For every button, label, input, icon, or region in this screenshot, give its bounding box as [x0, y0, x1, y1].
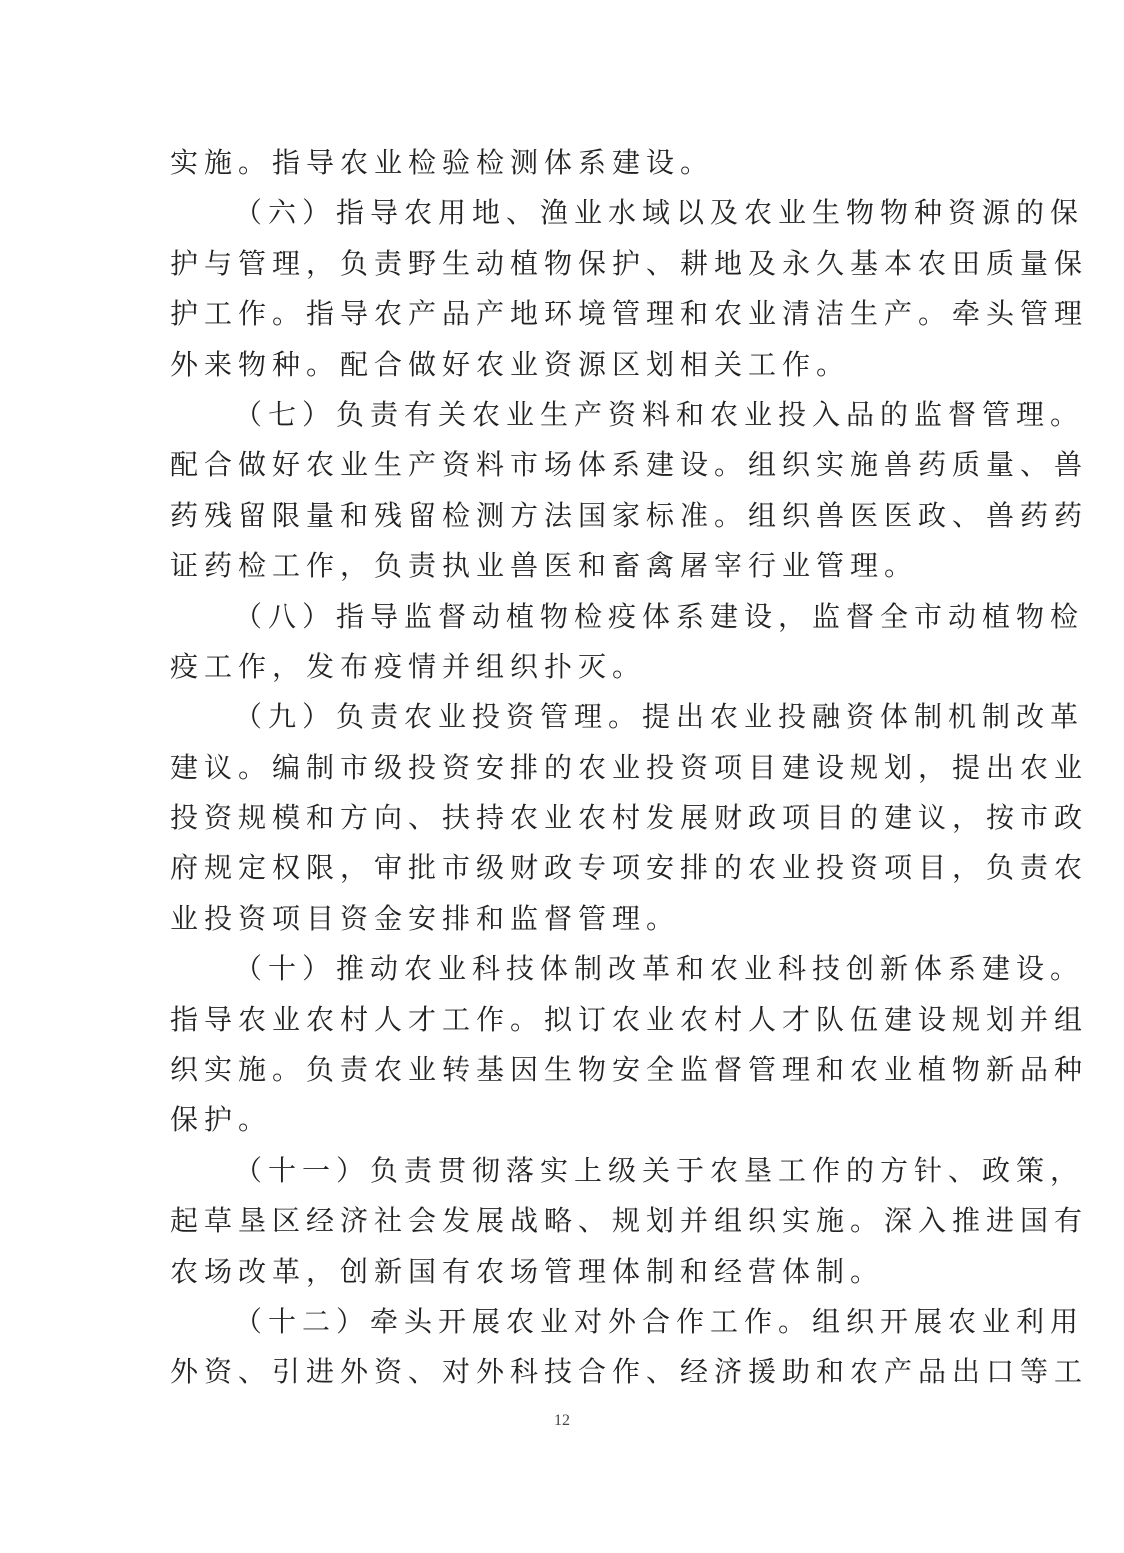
text-line: 疫工作，发布疫情并组织扑灭。 — [170, 649, 647, 683]
text-line: 建议。编制市级投资安排的农业投资项目建设规划，提出农业 — [170, 750, 1089, 784]
text-line: 配合做好农业生产资料市场体系建设。组织实施兽药质量、兽 — [170, 448, 1089, 482]
text-line: 护与管理，负责野生动植物保护、耕地及永久基本农田质量保 — [170, 246, 1089, 280]
page-number: 12 — [554, 1412, 570, 1429]
text-line: 起草垦区经济社会发展战略、规划并组织实施。深入推进国有 — [170, 1204, 1089, 1238]
text-line: 证药检工作，负责执业兽医和畜禽屠宰行业管理。 — [170, 549, 919, 583]
paragraph-eight-line: （八）指导监督动植物检疫体系建设，监督全市动植物检 — [234, 599, 1085, 633]
paragraph-twelve-line: （十二）牵头开展农业对外合作工作。组织开展农业利用 — [234, 1304, 1085, 1338]
text-line: 府规定权限，审批市级财政专项安排的农业投资项目，负责农 — [170, 851, 1089, 885]
paragraph-ten-line: （十）推动农业科技体制改革和农业科技创新体系建设。 — [234, 952, 1085, 986]
paragraph-nine-line: （九）负责农业投资管理。提出农业投融资体制机制改革 — [234, 700, 1085, 734]
text-line: 药残留限量和残留检测方法国家标准。组织兽医医政、兽药药 — [170, 498, 1089, 532]
text-line: 外来物种。配合做好农业资源区划相关工作。 — [170, 347, 851, 381]
text-line: 外资、引进外资、对外科技合作、经济援助和农产品出口等工 — [170, 1355, 1089, 1389]
text-line: 农场改革，创新国有农场管理体制和经营体制。 — [170, 1254, 885, 1288]
paragraph-eleven-line: （十一）负责贯彻落实上级关于农垦工作的方针、政策， — [234, 1153, 1085, 1187]
text-line: 实施。指导农业检验检测体系建设。 — [170, 146, 715, 179]
text-line: 指导农业农村人才工作。拟订农业农村人才队伍建设规划并组 — [170, 1002, 1089, 1036]
paragraph-seven-line: （七）负责有关农业生产资料和农业投入品的监督管理。 — [234, 397, 1085, 431]
text-line: 业投资项目资金安排和监督管理。 — [170, 901, 681, 935]
text-line: 护工作。指导农产品产地环境管理和农业清洁生产。牵头管理 — [170, 297, 1089, 331]
text-line: 保护。 — [170, 1103, 273, 1137]
text-line: 投资规模和方向、扶持农业农村发展财政项目的建议，按市政 — [170, 801, 1089, 835]
paragraph-six-line: （六）指导农用地、渔业水域以及农业生物物种资源的保 — [234, 196, 1085, 230]
document-body — [170, 138, 1089, 1398]
text-line: 织实施。负责农业转基因生物安全监督管理和农业植物新品种 — [170, 1053, 1089, 1087]
